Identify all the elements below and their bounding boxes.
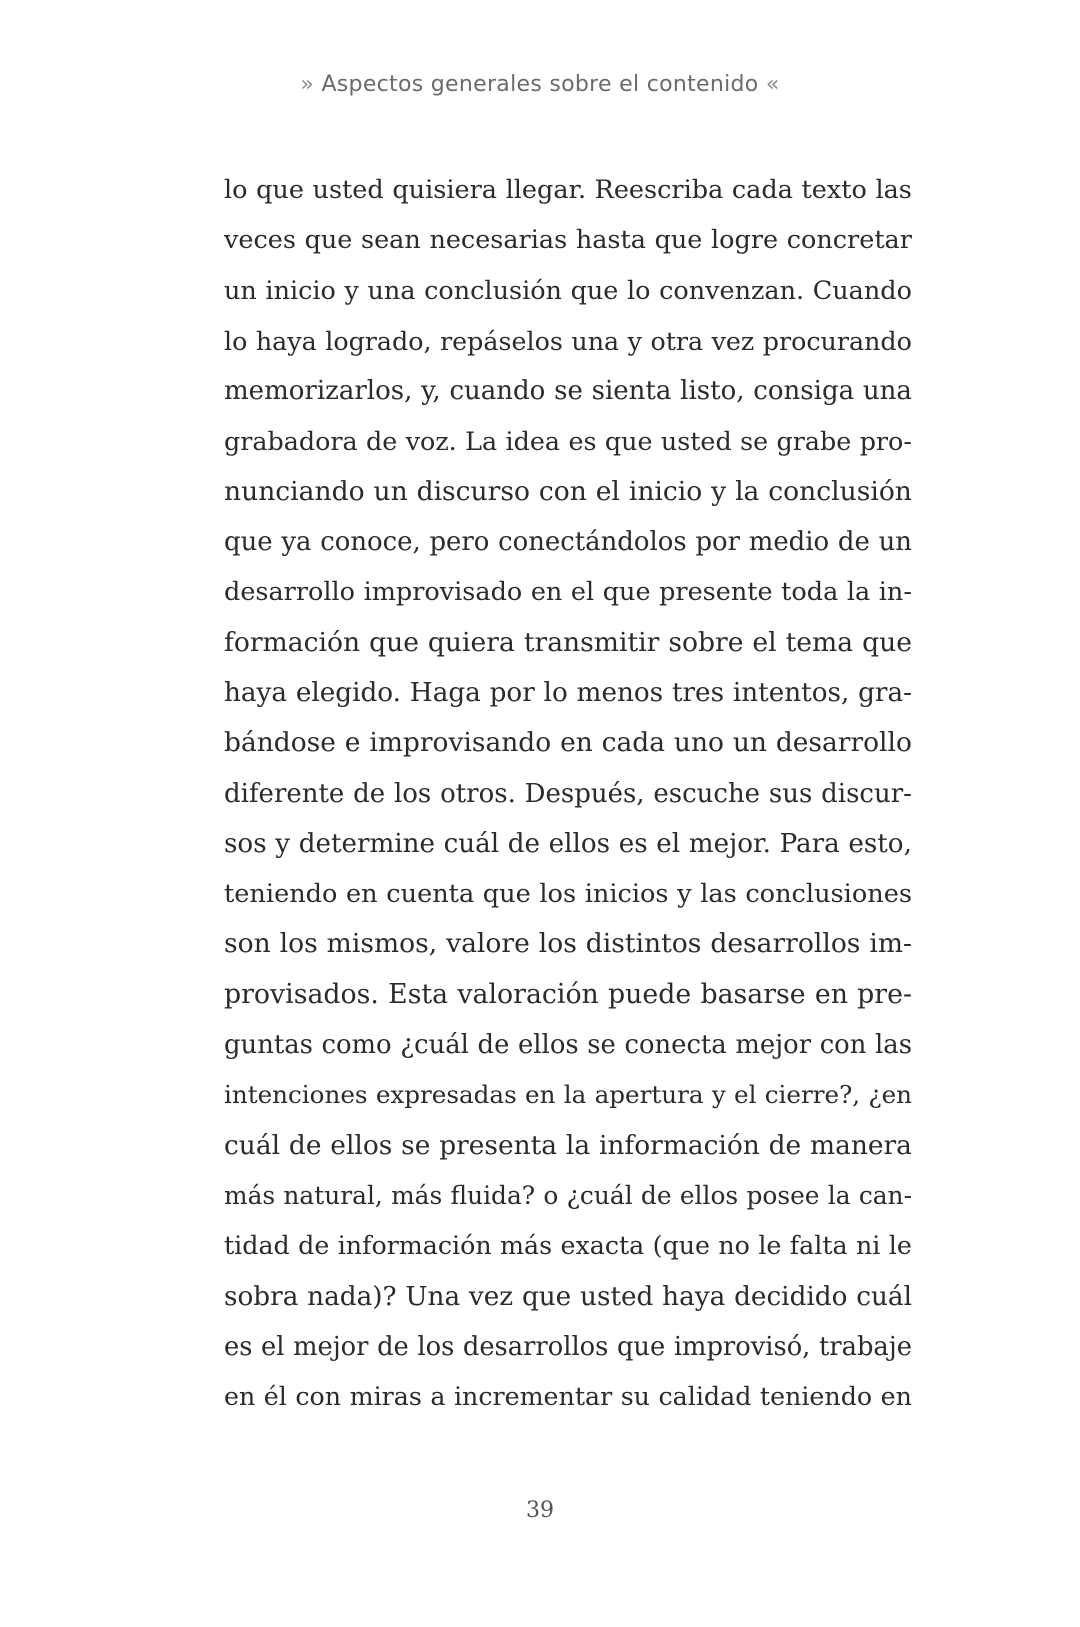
word: otra bbox=[650, 325, 704, 356]
word: que bbox=[654, 225, 703, 256]
word: cierre?, bbox=[764, 1080, 861, 1110]
word: información bbox=[337, 1231, 492, 1261]
word: ni bbox=[856, 1231, 881, 1261]
word: a bbox=[430, 1382, 446, 1412]
word: teniendo bbox=[224, 879, 338, 910]
word: inicios bbox=[584, 879, 669, 910]
word: en bbox=[530, 577, 563, 608]
word: mismos, bbox=[326, 928, 438, 960]
word: de bbox=[298, 1231, 330, 1261]
word: que bbox=[304, 225, 353, 256]
word: de bbox=[837, 527, 870, 558]
word: de bbox=[353, 778, 386, 809]
word: determine bbox=[298, 828, 435, 859]
word: que bbox=[862, 626, 912, 658]
word: de bbox=[507, 828, 541, 859]
word: concretar bbox=[786, 225, 912, 256]
word: discur- bbox=[821, 778, 912, 809]
text-line bbox=[224, 165, 912, 215]
word: sean bbox=[361, 225, 421, 256]
word: que bbox=[369, 626, 419, 658]
word: un bbox=[732, 727, 767, 759]
word: se bbox=[740, 426, 769, 457]
word: el bbox=[734, 1080, 757, 1110]
word: intenciones bbox=[224, 1080, 368, 1110]
word: y, bbox=[421, 376, 441, 407]
word: procurando bbox=[762, 325, 912, 356]
text-line bbox=[224, 1171, 912, 1221]
word: ¿cuál bbox=[400, 1030, 469, 1061]
word: guntas bbox=[224, 1030, 313, 1061]
page-number: 39 bbox=[526, 1498, 554, 1523]
word: cuál bbox=[224, 1129, 281, 1161]
word: sus bbox=[768, 778, 813, 809]
word: el bbox=[656, 828, 681, 859]
word: basarse bbox=[700, 978, 806, 1010]
word: como bbox=[321, 1030, 392, 1061]
word: toda bbox=[781, 577, 839, 608]
word: más bbox=[391, 1180, 443, 1210]
text-line bbox=[224, 718, 912, 768]
word: que bbox=[224, 527, 273, 558]
word: cuenta bbox=[386, 879, 475, 910]
word: una bbox=[367, 275, 416, 306]
word: haya bbox=[224, 677, 288, 708]
word: una bbox=[571, 325, 620, 356]
word: gra- bbox=[858, 677, 912, 708]
word: conclusión bbox=[424, 275, 562, 306]
word: se bbox=[401, 1129, 431, 1161]
word: distintos bbox=[585, 928, 702, 960]
word: y bbox=[627, 325, 642, 356]
word: es bbox=[568, 426, 597, 457]
word: conclusiones bbox=[745, 879, 912, 910]
word: la bbox=[565, 1129, 591, 1161]
text-line bbox=[224, 215, 912, 265]
word: que bbox=[570, 275, 619, 306]
word: conclusión bbox=[768, 475, 912, 507]
text-line bbox=[224, 1372, 912, 1422]
word: nunciando bbox=[224, 475, 365, 507]
word: y bbox=[344, 275, 359, 306]
word: que bbox=[616, 1331, 666, 1362]
word: mejor. bbox=[688, 828, 771, 859]
word: diferente bbox=[224, 778, 345, 809]
word: decidido bbox=[734, 1281, 848, 1312]
word: natural, bbox=[283, 1180, 383, 1210]
word: cuando bbox=[449, 376, 546, 407]
word: convenzan. bbox=[659, 275, 805, 306]
word: los bbox=[417, 1331, 455, 1362]
word: mejor bbox=[735, 1030, 812, 1061]
word: falta bbox=[789, 1231, 848, 1261]
word: can- bbox=[858, 1180, 912, 1210]
word: de bbox=[768, 1129, 802, 1161]
word: la bbox=[846, 577, 871, 608]
word: el bbox=[570, 577, 595, 608]
word: expresadas bbox=[375, 1080, 517, 1110]
word: inicio bbox=[628, 475, 703, 507]
word: por bbox=[695, 527, 741, 558]
word: trabaje bbox=[818, 1331, 912, 1362]
word: provisados. bbox=[224, 978, 379, 1010]
word: elegido. bbox=[295, 677, 401, 708]
word: otros. bbox=[440, 778, 516, 809]
word: el bbox=[752, 626, 777, 658]
word: es bbox=[618, 828, 648, 859]
word: conoce, bbox=[320, 527, 421, 558]
word: es bbox=[224, 1331, 253, 1362]
word: con bbox=[538, 475, 587, 507]
word: La bbox=[465, 426, 498, 457]
word: lo bbox=[626, 275, 651, 306]
header-open-mark: » bbox=[300, 72, 315, 97]
word: son bbox=[224, 928, 271, 960]
text-line bbox=[224, 1322, 912, 1372]
word: y bbox=[275, 828, 291, 859]
word: en bbox=[560, 727, 593, 759]
word: los bbox=[538, 928, 577, 960]
word: más bbox=[500, 1231, 553, 1261]
word: transmitir bbox=[523, 626, 660, 658]
word: posee bbox=[746, 1180, 820, 1210]
word: miras bbox=[349, 1382, 422, 1412]
word: los bbox=[539, 879, 577, 910]
header-close-mark: « bbox=[765, 72, 780, 97]
word: tidad bbox=[224, 1231, 290, 1261]
word: nada)? bbox=[307, 1281, 397, 1312]
text-line bbox=[224, 1272, 912, 1322]
text-line bbox=[224, 819, 912, 869]
word: intentos, bbox=[732, 677, 850, 708]
word: Cuando bbox=[812, 275, 912, 306]
word: Después, bbox=[524, 778, 645, 809]
text-line bbox=[224, 266, 912, 316]
word: que bbox=[521, 1281, 572, 1312]
word: la bbox=[827, 1180, 851, 1210]
word: la bbox=[735, 475, 760, 507]
header-title: Aspectos generales sobre el contenido bbox=[321, 72, 759, 97]
word: sos bbox=[224, 828, 267, 859]
word: un bbox=[373, 475, 408, 507]
word: ¿cuál bbox=[566, 1180, 633, 1210]
word: e bbox=[344, 727, 361, 759]
word: llegar. bbox=[505, 175, 587, 205]
word: incrementar bbox=[453, 1382, 613, 1412]
text-line bbox=[224, 668, 912, 718]
word: quiera bbox=[427, 626, 515, 658]
word: improvisado bbox=[363, 577, 523, 608]
word: medio bbox=[748, 527, 830, 558]
word: información bbox=[598, 1129, 760, 1161]
word: los bbox=[279, 928, 318, 960]
word: que bbox=[604, 426, 653, 457]
word: uno bbox=[673, 727, 724, 759]
word: manera bbox=[810, 1129, 912, 1161]
text-line bbox=[224, 316, 912, 366]
word: ¿en bbox=[868, 1080, 912, 1110]
word: con bbox=[295, 1382, 342, 1412]
word: sobra bbox=[224, 1281, 299, 1312]
text-line bbox=[224, 970, 912, 1020]
word: pero bbox=[429, 527, 490, 558]
word: le bbox=[758, 1231, 782, 1261]
word: valoración bbox=[457, 978, 599, 1010]
text-line bbox=[224, 1020, 912, 1070]
word: un bbox=[878, 527, 912, 558]
word: de bbox=[640, 1180, 672, 1210]
word: en bbox=[224, 1382, 256, 1412]
word: teniendo bbox=[759, 1382, 873, 1412]
word: texto bbox=[801, 175, 867, 205]
word: una bbox=[862, 376, 912, 407]
word: formación bbox=[224, 626, 361, 658]
word: Una bbox=[405, 1281, 461, 1312]
word: improvisó, bbox=[673, 1331, 811, 1362]
text-line bbox=[224, 618, 912, 668]
word: grabadora bbox=[224, 426, 358, 457]
word: pre- bbox=[857, 978, 912, 1010]
word: bándose bbox=[224, 727, 336, 759]
text-line bbox=[224, 467, 912, 517]
word: la bbox=[563, 1080, 587, 1110]
word: lo bbox=[224, 175, 248, 205]
word: se bbox=[554, 376, 583, 407]
word: tema bbox=[785, 626, 854, 658]
word: por bbox=[489, 677, 535, 708]
word: ellos bbox=[330, 1129, 393, 1161]
word: in- bbox=[878, 577, 912, 608]
word: de bbox=[288, 1129, 322, 1161]
word: repáselos bbox=[440, 325, 563, 356]
word: ellos bbox=[548, 828, 611, 859]
word: menos bbox=[576, 677, 664, 708]
word: idea bbox=[505, 426, 561, 457]
text-line bbox=[224, 919, 912, 969]
word: y bbox=[711, 1080, 726, 1110]
word: Esta bbox=[388, 978, 449, 1010]
word: desarrollos bbox=[462, 1331, 609, 1362]
word: voz. bbox=[405, 426, 457, 457]
word: necesarias bbox=[429, 225, 568, 256]
text-line bbox=[224, 769, 912, 819]
word: hasta bbox=[575, 225, 646, 256]
word: puede bbox=[608, 978, 692, 1010]
word: que bbox=[256, 175, 304, 205]
word: conectándolos bbox=[498, 527, 687, 558]
word: vez bbox=[711, 325, 755, 356]
word: las bbox=[875, 175, 912, 205]
word: usted bbox=[580, 1281, 654, 1312]
running-header bbox=[0, 72, 1080, 97]
text-line bbox=[224, 869, 912, 919]
word: o bbox=[543, 1180, 559, 1210]
word: lo bbox=[224, 325, 248, 356]
text-line bbox=[224, 366, 912, 416]
word: más bbox=[224, 1180, 276, 1210]
word: Reescriba bbox=[594, 175, 724, 205]
word: de bbox=[377, 1331, 409, 1362]
word: haya bbox=[662, 1281, 726, 1312]
word: Haga bbox=[409, 677, 481, 708]
word: usted bbox=[660, 426, 732, 457]
word: conecta bbox=[624, 1030, 727, 1061]
word: tres bbox=[671, 677, 725, 708]
word: sienta bbox=[591, 376, 672, 407]
word: fluida? bbox=[450, 1180, 536, 1210]
word: él bbox=[263, 1382, 287, 1412]
word: ya bbox=[281, 527, 312, 558]
word: mejor bbox=[293, 1331, 369, 1362]
word: usted bbox=[312, 175, 384, 205]
word: y bbox=[711, 475, 727, 507]
word: que bbox=[602, 577, 651, 608]
word: haya bbox=[255, 325, 317, 356]
word: cuál bbox=[856, 1281, 912, 1312]
word: apertura bbox=[594, 1080, 704, 1110]
text-line bbox=[224, 1070, 912, 1120]
text-line bbox=[224, 1221, 912, 1271]
word: le bbox=[888, 1231, 912, 1261]
word: de bbox=[477, 1030, 510, 1061]
word: ellos bbox=[679, 1180, 739, 1210]
word: cuál bbox=[443, 828, 500, 859]
word: en bbox=[880, 1382, 912, 1412]
word: memorizarlos, bbox=[224, 376, 413, 407]
word: en bbox=[346, 879, 378, 910]
word: presenta bbox=[439, 1129, 558, 1161]
word: y bbox=[677, 879, 692, 910]
text-line bbox=[224, 416, 912, 466]
text-line bbox=[224, 567, 912, 617]
word: desarrollo bbox=[775, 727, 912, 759]
text-line bbox=[224, 517, 912, 567]
word: escuche bbox=[653, 778, 761, 809]
word: improvisando bbox=[369, 727, 552, 759]
word: ellos bbox=[518, 1030, 579, 1061]
word: pro- bbox=[859, 426, 912, 457]
word: lo bbox=[543, 677, 568, 708]
word: se bbox=[587, 1030, 616, 1061]
word: discurso bbox=[416, 475, 530, 507]
text-line bbox=[224, 1121, 912, 1171]
word: desarrollo bbox=[224, 577, 356, 608]
word: veces bbox=[224, 225, 296, 256]
word: no bbox=[718, 1231, 750, 1261]
word: con bbox=[819, 1030, 867, 1061]
word: cada bbox=[731, 175, 793, 205]
word: los bbox=[393, 778, 432, 809]
word: consiga bbox=[753, 376, 855, 407]
word: exacta bbox=[560, 1231, 645, 1261]
word: en bbox=[525, 1080, 556, 1110]
word: en bbox=[814, 978, 848, 1010]
word: logre bbox=[711, 225, 779, 256]
word: el bbox=[261, 1331, 285, 1362]
word: valore bbox=[446, 928, 530, 960]
word: que bbox=[482, 879, 531, 910]
word: im- bbox=[869, 928, 912, 960]
word: un bbox=[224, 275, 257, 306]
word: vez bbox=[468, 1281, 514, 1312]
word: quisiera bbox=[392, 175, 498, 205]
word: inicio bbox=[265, 275, 336, 306]
word: Para bbox=[779, 828, 840, 859]
body-paragraph bbox=[224, 165, 912, 1422]
word: cada bbox=[601, 727, 666, 759]
word: listo, bbox=[680, 376, 745, 407]
word: desarrollos bbox=[710, 928, 861, 960]
word: (que bbox=[652, 1231, 710, 1261]
word: presente bbox=[659, 577, 773, 608]
word: grabe bbox=[776, 426, 852, 457]
word: sobre bbox=[668, 626, 744, 658]
word: esto, bbox=[848, 828, 912, 859]
word: las bbox=[875, 1030, 912, 1061]
word: de bbox=[366, 426, 398, 457]
word: calidad bbox=[658, 1382, 752, 1412]
word: su bbox=[620, 1382, 650, 1412]
word: logrado, bbox=[325, 325, 432, 356]
word: el bbox=[595, 475, 620, 507]
word: las bbox=[700, 879, 737, 910]
